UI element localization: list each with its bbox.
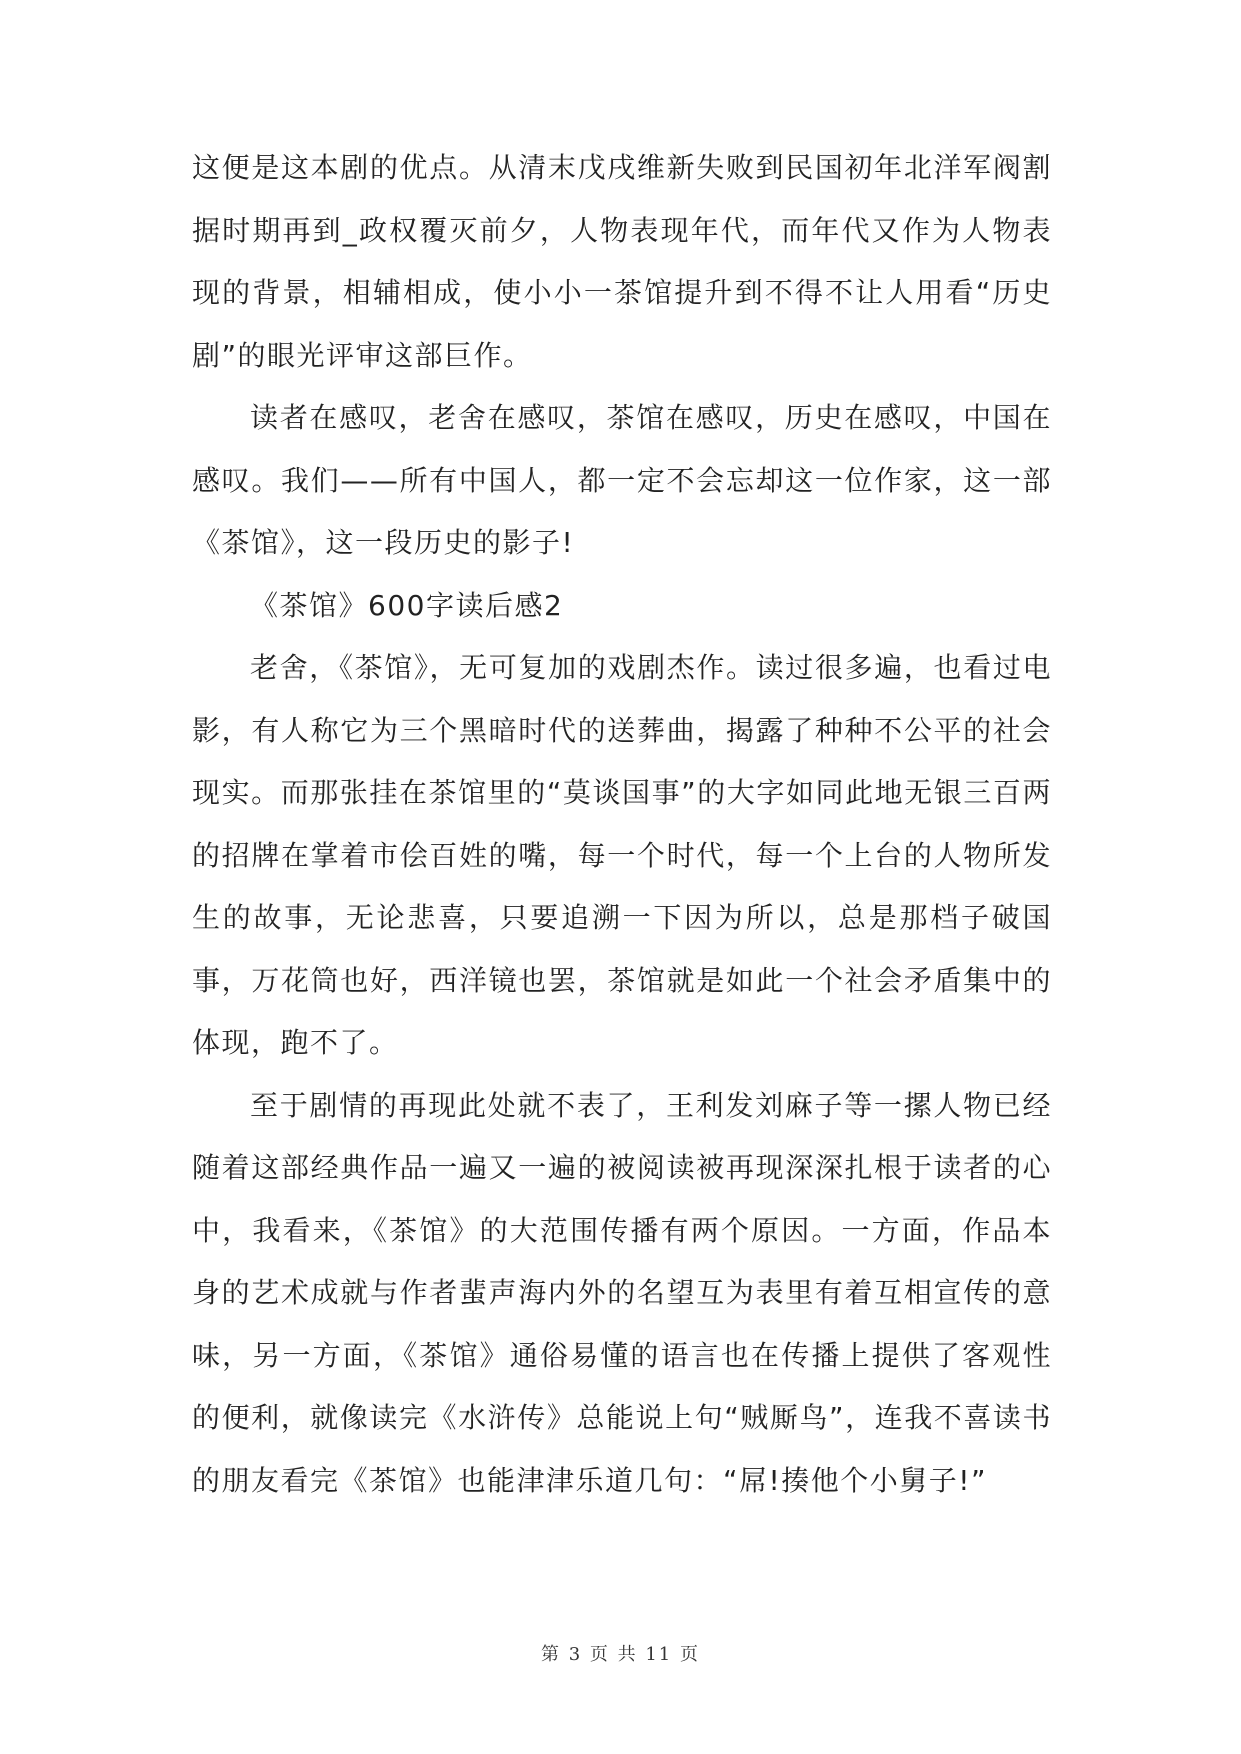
section-heading: 《茶馆》600字读后感2: [250, 588, 564, 622]
paragraph-continuation: 这便是这本剧的优点。从清末戊戌维新失败到民国初年北洋军阀割据时期再到_政权覆灭前夕，人物表现年代，而年代又作为人物表现的背景，相辅相成，使小小一茶馆提升到不得不让人用看“历史剧”的眼光评审这部巨作。: [192, 151, 1052, 372]
paragraph: 至于剧情的再现此处就不表了，王利发刘麻子等一摞人物已经随着这部经典作品一遍又一遍的被阅读被再现深深扎根于读者的心中，我看来，《茶馆》的大范围传播有两个原因。一方面，作品本身的艺术成就与作者蜚声海内外的名望互为表里有着互相宣传的意味，另一方面，《茶馆》通俗易懂的语言也在传播上提供了客观性的便利，就像读完《水浒传》总能说上句“贼厮鸟”，连我不喜读书的朋友看完《茶馆》也能津津乐道几句：“屌!揍他个小舅子!”: [192, 1088, 1052, 1497]
paragraph: 读者在感叹，老舍在感叹，茶馆在感叹，历史在感叹，中国在感叹。我们——所有中国人，都一定不会忘却这一位作家，这一部《茶馆》，这一段历史的影子!: [192, 401, 1052, 559]
paragraph: 老舍，《茶馆》，无可复加的戏剧杰作。读过很多遍，也看过电影，有人称它为三个黑暗时代的送葬曲，揭露了种种不公平的社会现实。而那张挂在茶馆里的“莫谈国事”的大字如同此地无银三百两的招牌在掌着市侩百姓的嘴，每一个时代，每一个上台的人物所发生的故事，无论悲喜，只要追溯一下因为所以，总是那档子破国事，万花筒也好，西洋镜也罢，茶馆就是如此一个社会矛盾集中的体现，跑不了。: [192, 651, 1052, 1059]
document-body: [192, 137, 1052, 1512]
page-number-footer: 第 3 页 共 11 页: [541, 1644, 700, 1665]
